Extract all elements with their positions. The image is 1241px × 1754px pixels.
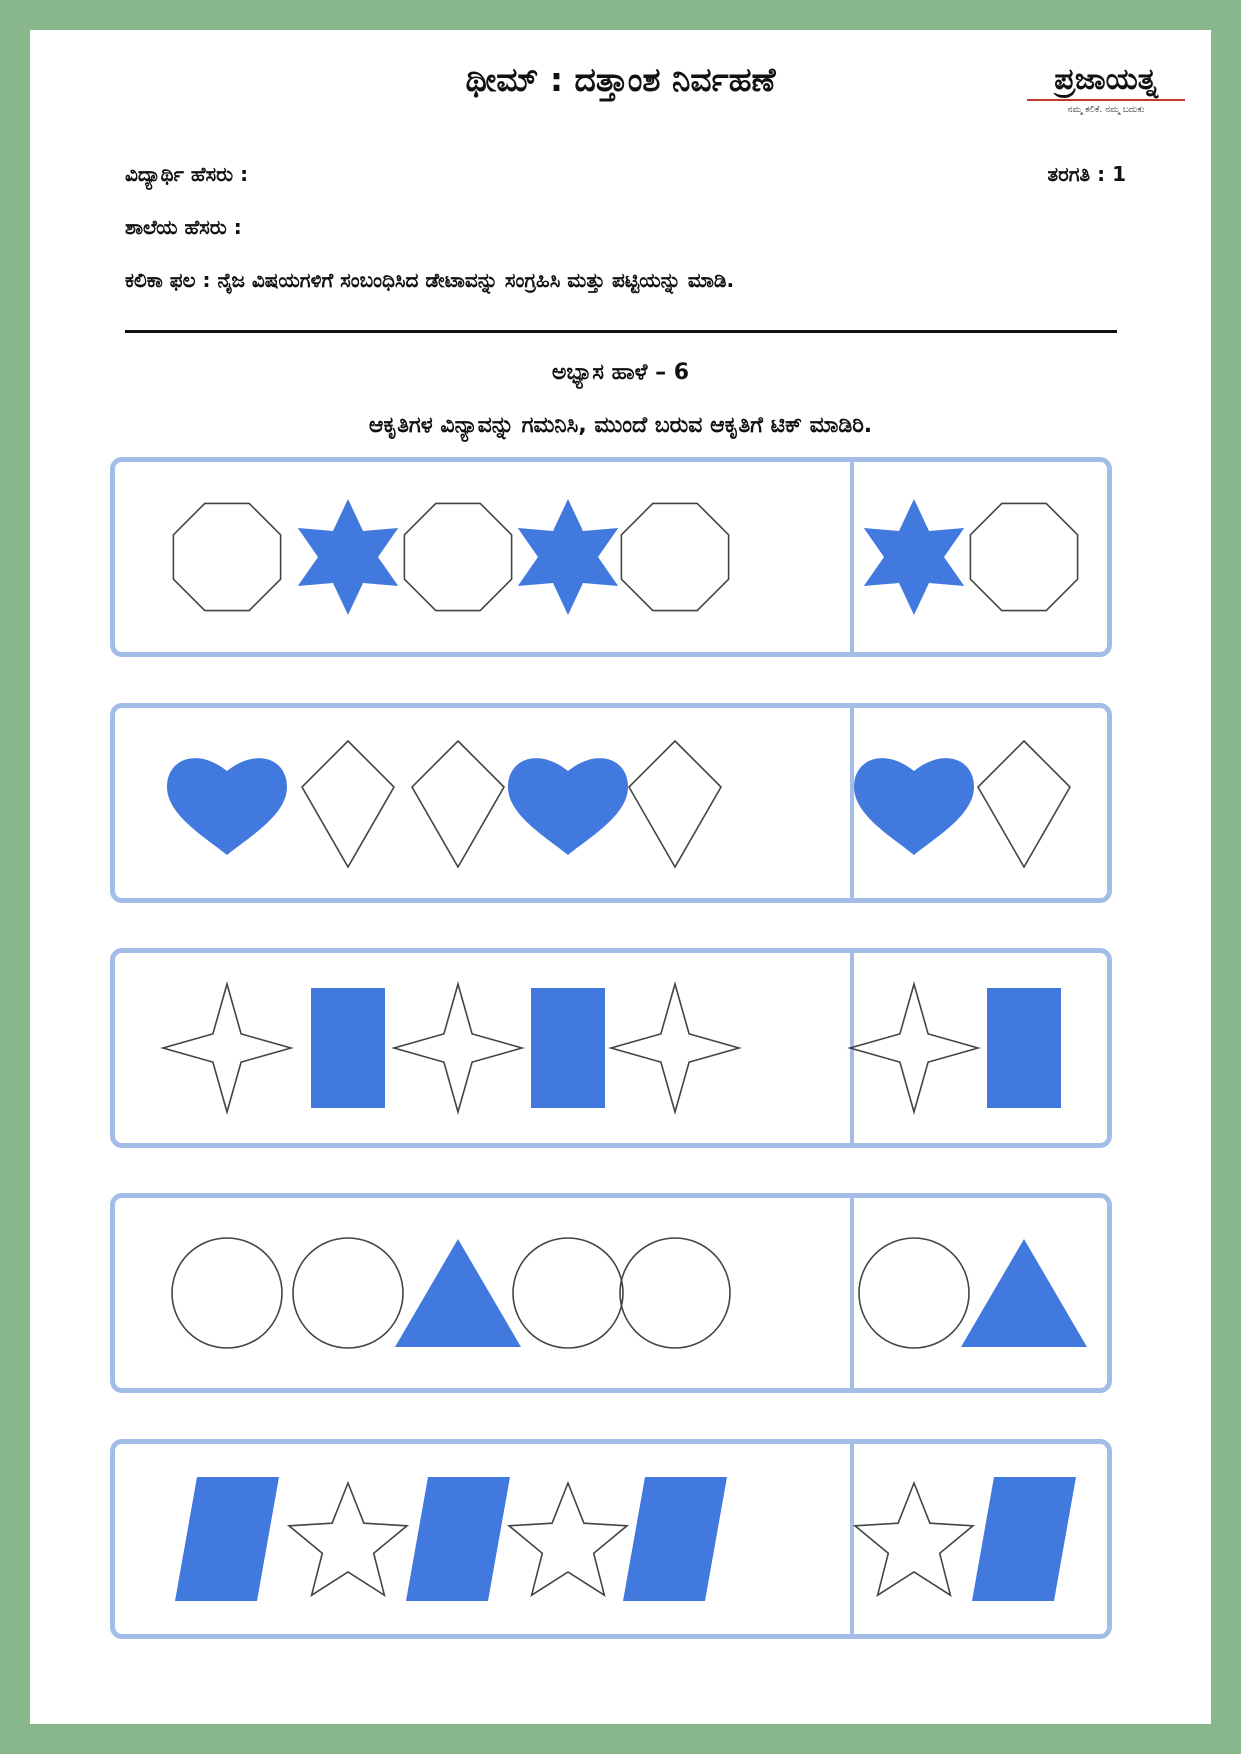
learning-outcome: ಕಲಿಕಾ ಫಲ : ನೈಜ ವಿಷಯಗಳಿಗೆ ಸಂಬಂಧಿಸಿದ ಡೇಟಾವನ್ನು ಸಂಗ್ರಹಿಸಿ ಮತ್ತು ಪಟ್ಟಿಯನ್ನು ಮಾಡಿ. bbox=[125, 268, 735, 292]
option-octagon-outline-icon[interactable] bbox=[970, 503, 1077, 610]
octagon-outline-icon bbox=[173, 503, 280, 610]
parallelogram-blue-icon bbox=[623, 1477, 727, 1601]
heart-blue-icon bbox=[508, 758, 628, 855]
circle-outline-icon bbox=[620, 1238, 730, 1348]
logo-underline bbox=[1027, 99, 1185, 101]
pattern-row-shapes bbox=[110, 703, 1112, 903]
pattern-row-shapes bbox=[110, 948, 1112, 1148]
worksheet-instruction: ಆಕೃತಿಗಳ ವಿನ್ಯಾವನ್ನು ಗಮನಿಸಿ, ಮುಂದೆ ಬರುವ ಆಕೃತಿಗೆ ಟಿಕ್ ಮಾಡಿರಿ. bbox=[368, 413, 873, 438]
six-point-star-blue-icon bbox=[518, 499, 618, 615]
pattern-row bbox=[110, 703, 1112, 903]
divider bbox=[125, 330, 1117, 333]
four-point-star-outline-icon bbox=[163, 984, 291, 1112]
rectangle-blue-icon bbox=[531, 988, 605, 1108]
five-point-star-outline-icon bbox=[509, 1483, 627, 1595]
pattern-row-shapes bbox=[110, 1193, 1112, 1393]
five-point-star-outline-icon bbox=[289, 1483, 407, 1595]
pattern-row bbox=[110, 1439, 1112, 1639]
pattern-row-shapes bbox=[110, 457, 1112, 657]
option-circle-outline-icon[interactable] bbox=[859, 1238, 969, 1348]
option-heart-blue-icon[interactable] bbox=[854, 758, 974, 855]
circle-outline-icon bbox=[513, 1238, 623, 1348]
class-label: ತರಗತಿ : 1 bbox=[1047, 162, 1126, 186]
pattern-row bbox=[110, 1193, 1112, 1393]
worksheet-page bbox=[30, 30, 1211, 1724]
option-four-point-star-outline-icon[interactable] bbox=[850, 984, 978, 1112]
circle-outline-icon bbox=[293, 1238, 403, 1348]
logo-tagline: ನಮ್ಮ ಕಲಿಕೆ. ನಮ್ಮ ಬದುಕು bbox=[1067, 105, 1145, 115]
school-name-label: ಶಾಲೆಯ ಹೆಸರು : bbox=[125, 215, 242, 239]
option-rectangle-blue-icon[interactable] bbox=[987, 988, 1061, 1108]
octagon-outline-icon bbox=[621, 503, 728, 610]
kite-outline-icon bbox=[412, 741, 504, 867]
parallelogram-blue-icon bbox=[175, 1477, 279, 1601]
option-five-point-star-outline-icon[interactable] bbox=[855, 1483, 973, 1595]
option-parallelogram-blue-icon[interactable] bbox=[972, 1477, 1076, 1601]
six-point-star-blue-icon bbox=[298, 499, 398, 615]
option-triangle-blue-icon[interactable] bbox=[961, 1239, 1087, 1347]
circle-outline-icon bbox=[172, 1238, 282, 1348]
rectangle-blue-icon bbox=[311, 988, 385, 1108]
option-kite-outline-icon[interactable] bbox=[978, 741, 1070, 867]
student-name-label: ವಿದ್ಯಾರ್ಥಿ ಹೆಸರು : bbox=[125, 162, 249, 186]
logo bbox=[1031, 60, 1181, 115]
triangle-blue-icon bbox=[395, 1239, 521, 1347]
kite-outline-icon bbox=[302, 741, 394, 867]
parallelogram-blue-icon bbox=[406, 1477, 510, 1601]
pattern-row bbox=[110, 948, 1112, 1148]
theme-title: ಥೀಮ್ : ದತ್ತಾಂಶ ನಿರ್ವಹಣೆ bbox=[465, 60, 776, 99]
option-six-point-star-blue-icon[interactable] bbox=[864, 499, 964, 615]
four-point-star-outline-icon bbox=[611, 984, 739, 1112]
pattern-row bbox=[110, 457, 1112, 657]
heart-blue-icon bbox=[167, 758, 287, 855]
logo-name: ಪ್ರಜಾಯತ್ನ bbox=[1054, 62, 1158, 97]
kite-outline-icon bbox=[629, 741, 721, 867]
four-point-star-outline-icon bbox=[394, 984, 522, 1112]
octagon-outline-icon bbox=[404, 503, 511, 610]
worksheet-title: ಅಭ್ಯಾಸ ಹಾಳೆ – 6 bbox=[551, 360, 690, 385]
pattern-row-shapes bbox=[110, 1439, 1112, 1639]
